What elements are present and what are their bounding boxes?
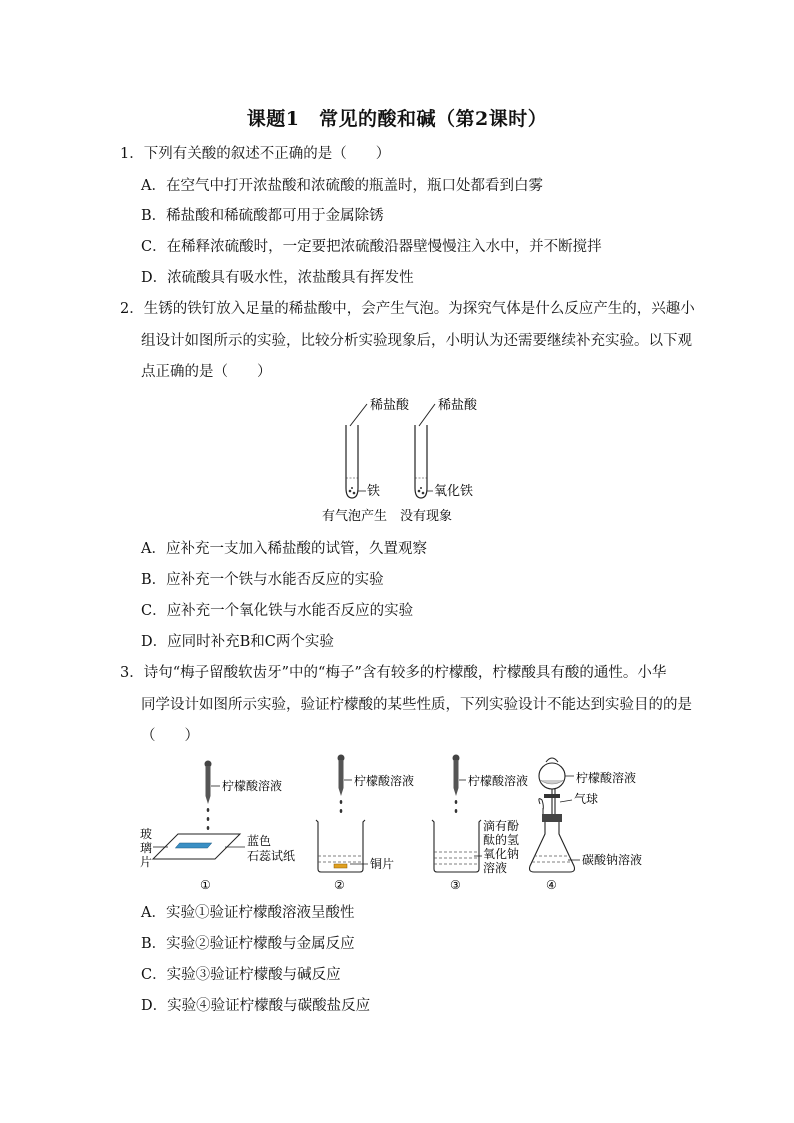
q2-left-solid-label: 铁 — [367, 484, 381, 499]
page-title: 课题1 常见的酸和碱（第2课时） — [246, 108, 548, 130]
q2-stem-line-1: 2．生锈的铁钉放入足量的稀盐酸中，会产生气泡。为探究气体是什么反应产生的，兴趣小 — [120, 301, 695, 317]
q3-exp4-dropper-label: 柠檬酸溶液 — [576, 771, 637, 785]
q3-exp3-solution-3: 氧化钠 — [483, 847, 520, 861]
q3-exp3-dropper-label: 柠檬酸溶液 — [468, 774, 529, 788]
q1-stem: 1．下列有关酸的叙述不正确的是（ ） — [120, 146, 391, 162]
q2-figure — [300, 392, 500, 527]
q3-exp1-paper-2: 石蕊试纸 — [247, 849, 296, 863]
q3-exp1-number: ① — [200, 878, 211, 892]
q3-exp3-solution-2: 酞的氢 — [483, 833, 520, 847]
q3-exp2-number: ② — [334, 878, 345, 892]
q3-figure — [140, 752, 670, 897]
q1-option-c[interactable]: C．在稀释浓硫酸时，一定要把浓硫酸沿器壁慢慢注入水中，并不断搅拌 — [141, 239, 602, 255]
q2-option-d[interactable]: D．应同时补充B和C两个实验 — [141, 634, 334, 650]
q3-exp2 — [316, 755, 414, 893]
q3-exp4-number: ④ — [546, 878, 557, 892]
q3-exp1-dropper-label: 柠檬酸溶液 — [222, 779, 283, 793]
q2-right-acid-label: 稀盐酸 — [438, 398, 478, 413]
q2-left-acid-label: 稀盐酸 — [370, 398, 410, 413]
q2-option-c[interactable]: C．应补充一个氧化铁与水能否反应的实验 — [141, 603, 414, 619]
q3-exp3 — [432, 755, 528, 893]
q1-option-d[interactable]: D．浓硫酸具有吸水性，浓盐酸具有挥发性 — [141, 270, 414, 286]
q3-exp4-solution-label: 碳酸钠溶液 — [582, 853, 643, 867]
q3-exp1-glass-2: 璃 — [140, 841, 153, 855]
q3-option-a[interactable]: A．实验①验证柠檬酸溶液呈酸性 — [141, 905, 355, 921]
q3-exp3-solution-4: 溶液 — [483, 861, 508, 875]
q3-exp2-dropper-label: 柠檬酸溶液 — [354, 774, 415, 788]
q3-exp2-copper-label: 铜片 — [370, 857, 395, 871]
q2-stem-line-3: 点正确的是（ ） — [141, 364, 272, 380]
q2-right-solid-label: 氧化铁 — [434, 484, 474, 499]
q3-exp3-solution-1: 滴有酚 — [483, 819, 520, 833]
q2-option-a[interactable]: A．应补充一支加入稀盐酸的试管，久置观察 — [141, 541, 427, 557]
q2-left-caption: 有气泡产生 — [322, 509, 388, 524]
q3-exp1-paper-1: 蓝色 — [247, 834, 272, 848]
q1-option-a[interactable]: A．在空气中打开浓盐酸和浓硫酸的瓶盖时，瓶口处都看到白雾 — [141, 178, 543, 194]
q1-option-b[interactable]: B．稀盐酸和稀硫酸都可用于金属除锈 — [141, 208, 384, 224]
q3-option-b[interactable]: B．实验②验证柠檬酸与金属反应 — [141, 936, 355, 952]
q3-exp1-glass-3: 片 — [140, 855, 153, 869]
q3-stem-line-1: 3．诗句“梅子留酸软齿牙”中的“梅子”含有较多的柠檬酸，柠檬酸具有酸的通性。小华 — [120, 665, 667, 681]
q2-right-caption: 没有现象 — [400, 509, 453, 524]
q3-stem-line-3: （ ） — [141, 728, 199, 744]
q3-exp3-number: ③ — [450, 878, 461, 892]
q3-exp4 — [530, 758, 643, 892]
q3-option-c[interactable]: C．实验③验证柠檬酸与碱反应 — [141, 967, 341, 983]
q2-stem-line-2: 组设计如图所示的实验，比较分析实验现象后，小明认为还需要继续补充实验。以下观 — [141, 333, 692, 349]
q3-exp1-glass-1: 玻 — [140, 827, 153, 841]
q3-option-d[interactable]: D．实验④验证柠檬酸与碳酸盐反应 — [141, 998, 371, 1014]
q3-exp1 — [140, 761, 295, 893]
q2-option-b[interactable]: B．应补充一个铁与水能否反应的实验 — [141, 572, 384, 588]
q3-stem-line-2: 同学设计如图所示实验，验证柠檬酸的某些性质，下列实验设计不能达到实验目的的是 — [141, 697, 692, 713]
q3-exp4-balloon-label: 气球 — [574, 792, 599, 806]
